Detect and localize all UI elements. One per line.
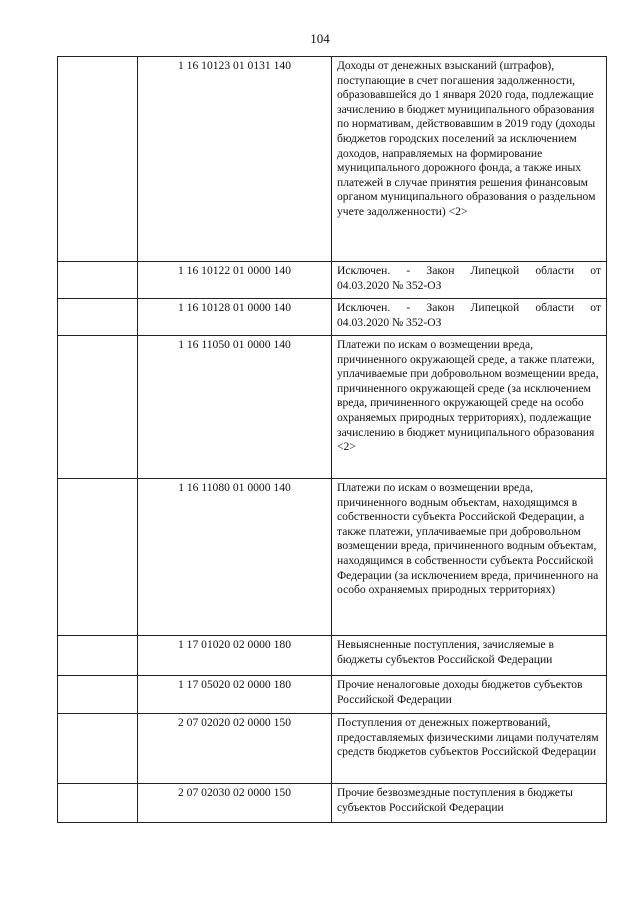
- budget-code-cell: 1 16 10128 01 0000 140: [138, 299, 332, 336]
- table-row: [58, 784, 607, 823]
- admin-code-cell: [58, 479, 138, 636]
- budget-code-cell: 1 16 11080 01 0000 140: [138, 479, 332, 636]
- admin-code-cell: [58, 336, 138, 479]
- budget-code-cell: 1 16 11050 01 0000 140: [138, 336, 332, 479]
- description-line: 04.03.2020 № 352-ОЗ: [337, 278, 442, 292]
- description-cell: Невыясненные поступления, зачисляемые в бюджеты субъектов Российской Федерации: [332, 636, 607, 676]
- table-row: [58, 676, 607, 714]
- description-cell: [332, 262, 607, 299]
- admin-code-cell: [58, 262, 138, 299]
- description-cell: Доходы от денежных взысканий (штрафов), поступающие в счет погашения задолженности, образовавшейся до 1 января 2020 года, подлежащие зачислению в бюджет муниципального образования по нормативам, действовавшим в 2019 году (доходы бюджетов городских поселений за исключением доходов, направляемых на формирование муниципального дорожного фонда, а также иных платежей в случае принятия решения финансовым органом муниципального образования о раздельном учете задолженности) <2>: [332, 57, 607, 262]
- description-cell: Платежи по искам о возмещении вреда, причиненного водным объектам, находящимся в собственности субъекта Российской Федерации, а также платежи, уплачиваемые при добровольном возмещении вреда, причиненного водным объектам, находящимся в собственности субъекта Российской Федерации (за исключением вреда, причиненного на особо охраняемых природных территориях): [332, 479, 607, 636]
- admin-code-cell: [58, 299, 138, 336]
- table-row: [58, 336, 607, 479]
- budget-code-cell: 2 07 02030 02 0000 150: [138, 784, 332, 823]
- admin-code-cell: [58, 57, 138, 262]
- table-row: [58, 714, 607, 784]
- table-row: [58, 479, 607, 636]
- table-row: [58, 636, 607, 676]
- table-row: [58, 262, 607, 299]
- budget-code-cell: 1 17 05020 02 0000 180: [138, 676, 332, 714]
- description-cell: Поступления от денежных пожертвований, предоставляемых физическими лицами получателям средств бюджетов субъектов Российской Федерации: [332, 714, 607, 784]
- budget-code-cell: 1 17 01020 02 0000 180: [138, 636, 332, 676]
- budget-code-cell: 1 16 10123 01 0131 140: [138, 57, 332, 262]
- description-cell: Прочие неналоговые доходы бюджетов субъектов Российской Федерации: [332, 676, 607, 714]
- admin-code-cell: [58, 676, 138, 714]
- table-row: [58, 57, 607, 262]
- description-line: Исключен. - Закон Липецкой области от: [337, 264, 601, 277]
- table-row: [58, 299, 607, 336]
- description-cell: [332, 299, 607, 336]
- budget-code-cell: 2 07 02020 02 0000 150: [138, 714, 332, 784]
- page-number: 104: [310, 31, 330, 46]
- description-line: 04.03.2020 № 352-ОЗ: [337, 315, 442, 329]
- revenue-classification-table: [57, 56, 607, 823]
- description-cell: Прочие безвозмездные поступления в бюджеты субъектов Российской Федерации: [332, 784, 607, 823]
- description-line: Исключен. - Закон Липецкой области от: [337, 301, 601, 314]
- description-cell: Платежи по искам о возмещении вреда, причиненного окружающей среде, а также платежи, уплачиваемые при добровольном возмещении вреда, причиненного окружающей среде (за исключением вреда, причиненного окружающей среде на особо охраняемых природных территориях), подлежащие зачислению в бюджет муниципального образования <2>: [332, 336, 607, 479]
- admin-code-cell: [58, 714, 138, 784]
- admin-code-cell: [58, 784, 138, 823]
- admin-code-cell: [58, 636, 138, 676]
- budget-code-cell: 1 16 10122 01 0000 140: [138, 262, 332, 299]
